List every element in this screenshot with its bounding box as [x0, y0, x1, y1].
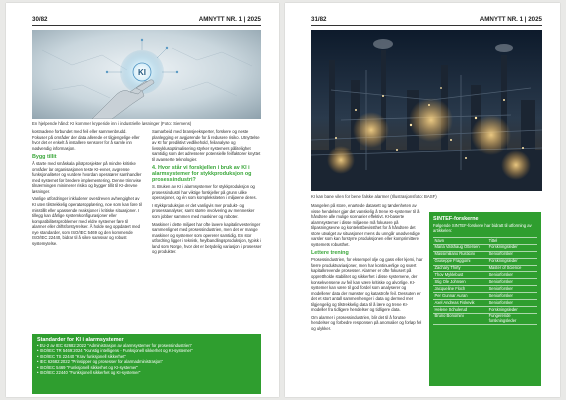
- paragraph: Maskiner i dette miljøet har ofte lavere kapitalinvesteringer sammenlignet med prosessindustrien, men det er mange maskiner og systemer som opererer samtidig. En stor utfordring ligger i teknisk, heylbandlingsproduksjon, typisk i land som Norge, hvor det er betydelig variasjon i prosesser og produkter.: [152, 221, 262, 255]
- title-cell: Seniorforsker: [487, 279, 537, 286]
- industrial-plant-photo: [311, 30, 542, 191]
- name-cell: Massimiliano Rusticini: [433, 251, 487, 258]
- robot-hand-photo: [32, 30, 261, 119]
- title-cell: Master of Science: [487, 265, 537, 272]
- paragraph: Å starte med småskala pilotprosjekter på mindre kritiske områder lar organisasjonen teste KI-evner, avgrense funksjonaliteter og vurdere hvordan operatører samhandler med systemet før bredere implementering. Denne trinnvise tilnærmingen minimerer risiko og bygger tillit til KI-drevne løsninger.: [32, 161, 142, 194]
- issue-label: AMNYTT NR. 1 | 2025: [479, 16, 542, 23]
- svg-text:KI: KI: [138, 68, 146, 77]
- table-row: [433, 244, 537, 251]
- photo-caption: En hjelpende hånd: KI kommer kryperide inn i industrielle løsninger (Foto: Siemens): [32, 121, 192, 126]
- list-item: • EU-2 av IEC 62682:2022 "Administrasjon av alarmsystemer for prosessindustrien": [37, 343, 256, 348]
- name-cell: Thov Myklebust: [433, 272, 487, 279]
- table-row: [433, 293, 537, 300]
- issue-label: AMNYTT NR. 1 | 2025: [198, 16, 261, 23]
- paragraph: I stykkproduksjon er det vanligvis mer produkt- og prosessanalyser, samt større involvering av mennesker som jobber sammen med maskiner og roboter.: [152, 202, 255, 220]
- page-header: [311, 16, 542, 26]
- title-cell: Forskningsleder: [487, 258, 537, 265]
- sintef-box-subtitle: Følgende SINTEF-forskere har bidratt til utforming av artikkelen:: [433, 223, 532, 233]
- right-page: [285, 3, 560, 397]
- table-row: [433, 286, 537, 293]
- title-cell: Seniorforsker: [487, 272, 537, 279]
- section-heading: 4. Hvor står vi forskjellen i bruk av KI i alarmsystemer for stykkproduksjon og prosessindustri?: [152, 165, 252, 184]
- list-item: • ISO/IEC TR 5469:2024 "Kunstig intelligens - Funksjonell sikkerhet og KI-systemer": [37, 348, 256, 353]
- paragraph: Vanlige utfordringer inkluderer overdreven avhengighet av KI uten tilstrekkelig operatøropplæring, noe som kan føre til misstillit eller upassende reaksjoner i kritiske situasjoner. I tillegg kan dårlige systemkonfigurasjoner eller kompatibilitetsproblemer med eldre systemer føre til alarmer eller driftsforstyrrelser. Å holde seg oppdatert med nye standarder, som ISO/IEC 5469 og den kommende ISO/IEC 22440, bidrar til å sikre samsvar og robust systemytelse.: [32, 196, 142, 246]
- standards-box-title: Standarder for KI i alarmsystemer: [37, 337, 124, 343]
- text-column-1: [311, 203, 423, 333]
- paragraph: S. Bruken av KI i alarmsystemer for stykkproduksjon og prosessindustri har viktige forskjeller på grunn ulike operasjoner, og én som kompleksiteten i miljøene deres.: [152, 184, 257, 201]
- standards-list: [37, 343, 256, 375]
- title-cell: Seniorforsker: [487, 293, 537, 300]
- name-cell: Bruno Bonomini: [433, 313, 487, 325]
- title-cell: Seniorforsker: [487, 286, 537, 293]
- title-cell: Forskningsleder: [487, 306, 537, 313]
- sintef-box-title: SINTEF-forskerne: [433, 216, 479, 222]
- page-header: [32, 16, 261, 26]
- name-cell: Per Gunnar Auran: [433, 293, 487, 300]
- text-column-2: [152, 129, 262, 257]
- name-cell: Giuseppe Fraggomi: [433, 258, 487, 265]
- robot-hand-illustration: [32, 30, 261, 119]
- column-header: Navn: [433, 238, 487, 245]
- title-cell: Seniorforsker: [487, 251, 537, 258]
- page-number: 31/82: [311, 16, 327, 23]
- name-cell: Helene Schulerud: [433, 306, 487, 313]
- name-cell: Maria Vatshaug Ottersen: [433, 244, 487, 251]
- title-cell: Fungerende forskningsleder: [487, 313, 537, 325]
- section-heading: Bygg tillit: [32, 154, 57, 161]
- paragraph: Samarbeid med bransjeeksperter, forskere og neste planlegging er avgjørende for å redusere risiko. Utnyttelse av KI for prediktivt vedlikehold, feilanalyse og livssyklusoptimalisering styrker systemers pålitelighet samtidig som det adresserer potensielle feilfaktorer knyttet til avanserte teknologier.: [152, 129, 261, 162]
- page-number: 30/82: [32, 16, 48, 23]
- researchers-table: [433, 237, 537, 325]
- table-row: [433, 300, 537, 307]
- text-column-1: [32, 129, 142, 248]
- section-heading: Lettere trening: [311, 250, 349, 257]
- sintef-box: [429, 212, 541, 386]
- list-item: • IEC 62682:2022 "Prinsipper og prosesser for alarmadministrasjon": [37, 359, 256, 364]
- table-row: [433, 306, 537, 313]
- header-rule: [311, 25, 542, 26]
- paragraph: Mangelen på store, enartede datasett og tøndenheten av visse hendelser gjør det vanskelig å trene KI-systemer til å håndtere alle mulige scenarier effektivt. KI-baserte alarmsystemer i disse miljøene må fokusere på tilpasningsevne og kontekstbevissthet for å håndtere det store utvalget av situasjoner mens du unngår unødvendige varsler som kan forstyrre produksjonen eller komprimittere systemets robusthet.: [311, 203, 420, 247]
- plant-night-illustration: [311, 30, 542, 191]
- standards-box: [32, 334, 261, 394]
- name-cell: Jacqueline Floch: [433, 286, 487, 293]
- paragraph: kostnadene forbundet med feil eller sammenbrudd. Fokuser på områder der data allerede er tilgjengelige eller hvor det er enkelt å installere sensorer for å samle inn nødvendig informasjon.: [32, 129, 140, 151]
- paragraph: Prosessindustrien, for eksempel olje og gass eller kjemi, har færre produktvariasjoner, men har kontinuerlige og svært kapitalkrevende prosesser. Alarmer er ofte fokusert på opprettholde stabilitet og sikkerhet i disse systemene, der konsekvensene av feil kan være kritiske og alvorlige. KI-systemer kan være til god fordel som analyserer og modellerer data der mønster og katastrofe feil. Dessuten er det et stort antall sammenhenger i data og dermed mer tilgjengelig og tilstrekkelig data til å lære og trene KI-modeller fra tidligere hendelser og tidligere data.: [311, 257, 423, 313]
- name-cell: Zachary Thirty: [433, 265, 487, 272]
- left-page: [6, 3, 279, 397]
- table-row: [433, 258, 537, 265]
- paragraph: Om alarmer i prosessindustrien, blir det til å forutse hendelser og forbedre responsen på anomalier og forløp fel og ulykker.: [311, 314, 422, 331]
- name-cell: Stig Ole Johnsen: [433, 279, 487, 286]
- title-cell: Seniorforsker: [487, 300, 537, 307]
- title-cell: Forskningsleder: [487, 244, 537, 251]
- table-header-row: [433, 238, 537, 245]
- table-row: [433, 265, 537, 272]
- table-row: [433, 272, 537, 279]
- table-row: [433, 313, 537, 325]
- table-row: [433, 251, 537, 258]
- photo-caption: KI kan bane vilen for bene falske alarmer (Illustrasjonsfoto: BASF): [311, 194, 437, 199]
- name-cell: Axel Andreas Fiskevik: [433, 300, 487, 307]
- list-item: • ISO/IEC 22440 "Funksjonell sikkerhet og KI-systemer": [37, 370, 256, 375]
- list-item: • ISO/IEC 5469 "Funksjonell sikkerhet og KI-systemer": [37, 365, 256, 370]
- table-row: [433, 279, 537, 286]
- list-item: • ISO/IEC TS 22440 "Krav funksjonell sikkerhet": [37, 354, 256, 359]
- column-header: Tittel: [487, 238, 537, 245]
- header-rule: [32, 25, 261, 26]
